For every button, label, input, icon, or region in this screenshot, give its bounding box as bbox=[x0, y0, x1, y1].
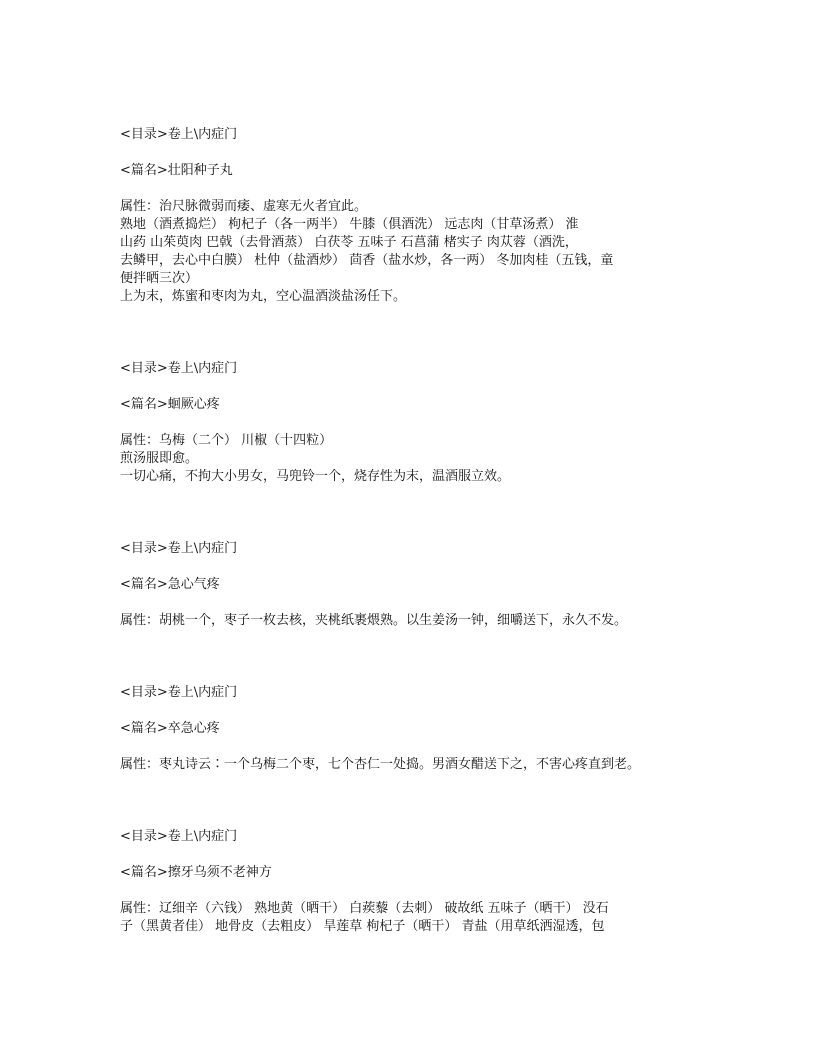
body-line: 属性：胡桃一个，枣子一枚去核，夹桃纸裹煨熟。以生姜汤一钟，细嚼送下，永久不发。 bbox=[120, 613, 628, 628]
body-line: 属性：辽细辛（六钱） 熟地黄（晒干） 白蒺藜（去刺） 破故纸 五味子（晒干） 没石 bbox=[120, 901, 609, 916]
body-line: 去鳞甲，去心中白膜） 杜仲（盐酒炒） 茴香（盐水炒，各一两） 冬加肉桂（五钱，童 bbox=[120, 253, 614, 268]
entry-2 bbox=[120, 360, 720, 486]
entry-title: <篇名>急心气疼 bbox=[120, 577, 220, 592]
body-line: 上为末，炼蜜和枣肉为丸，空心温酒淡盐汤任下。 bbox=[120, 289, 407, 304]
entry-5 bbox=[120, 828, 720, 936]
directory-line: <目录>卷上\内症门 bbox=[120, 361, 238, 376]
document-page bbox=[120, 126, 720, 936]
body-line: 属性：治尺脉微弱而痿、虚寒无火者宜此。 bbox=[120, 199, 368, 214]
body-line: 煎汤服即愈。 bbox=[120, 451, 199, 466]
directory-line: <目录>卷上\内症门 bbox=[120, 541, 238, 556]
body-line: 便拌晒三次） bbox=[120, 271, 199, 286]
body-line: 熟地（酒煮捣烂） 枸杞子（各一两半） 牛膝（俱酒洗） 远志肉（甘草汤煮） 淮 bbox=[120, 217, 579, 232]
entry-1 bbox=[120, 126, 720, 306]
body-line: 子（黑黄者佳） 地骨皮（去粗皮） 旱莲草 枸杞子（晒干） 青盐（用草纸洒湿透，包 bbox=[120, 919, 605, 934]
body-line: 属性：乌梅（二个） 川椒（十四粒） bbox=[120, 433, 333, 448]
body-line: 山药 山茱萸肉 巴戟（去骨酒蒸） 白茯苓 五味子 石菖蒲 楮实子 肉苁蓉（酒洗， bbox=[120, 235, 578, 250]
entry-title: <篇名>蛔厥心疼 bbox=[120, 397, 220, 412]
directory-line: <目录>卷上\内症门 bbox=[120, 829, 238, 844]
body-line: 属性：枣丸诗云∶一个乌梅二个枣，七个杏仁一处捣。男酒女醋送下之，不害心疼直到老。 bbox=[120, 757, 641, 772]
entry-4 bbox=[120, 684, 720, 774]
entry-3 bbox=[120, 540, 720, 630]
entry-title: <篇名>擦牙乌须不老神方 bbox=[120, 865, 272, 880]
body-line: 一切心痛，不拘大小男女，马兜铃一个，烧存性为末，温酒服立效。 bbox=[120, 469, 511, 484]
entry-title: <篇名>壮阳种子丸 bbox=[120, 163, 233, 178]
directory-line: <目录>卷上\内症门 bbox=[120, 685, 238, 700]
directory-line: <目录>卷上\内症门 bbox=[120, 127, 238, 142]
entry-title: <篇名>卒急心疼 bbox=[120, 721, 220, 736]
